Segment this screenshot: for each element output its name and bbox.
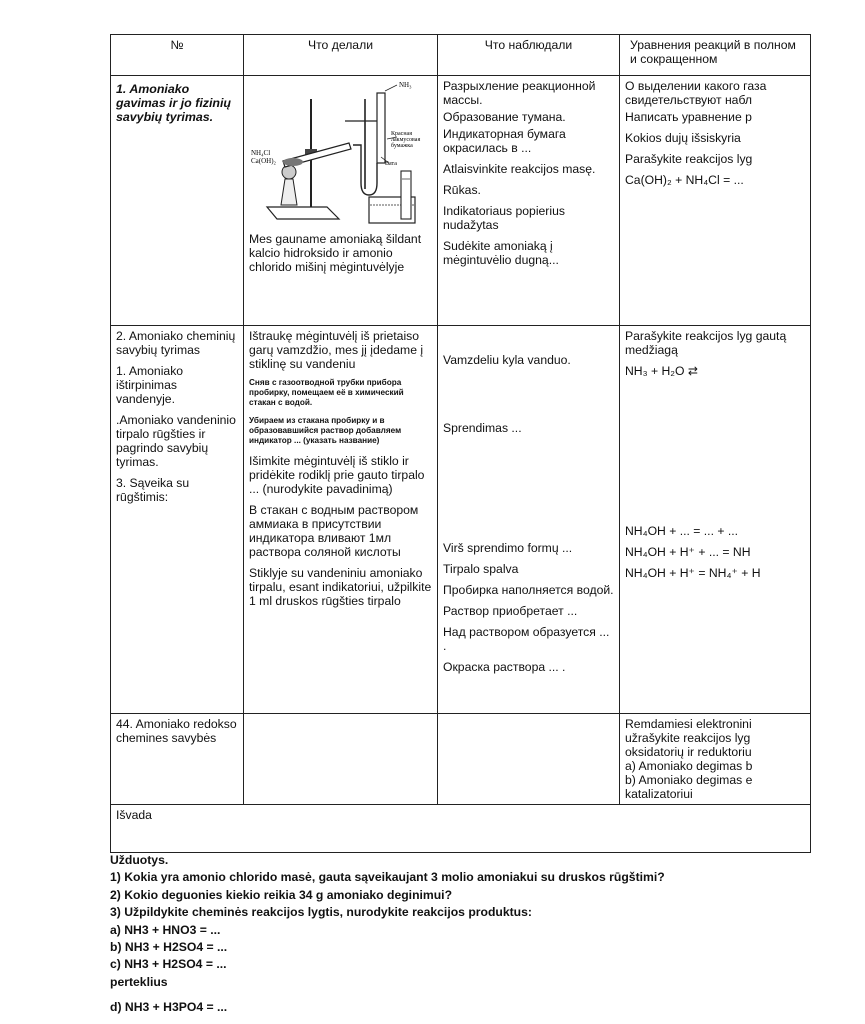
row1-did-text: Mes gauname amoniaką šildant kalcio hidroksido ir amonio chlorido mišinį mėgintuvėlyje xyxy=(249,232,422,274)
row1-eq-item: Ca(OH)₂ + NH₄Cl = ... xyxy=(625,173,744,187)
task-item: perteklius xyxy=(110,974,168,989)
row2-observed-item: Vamzdeliu kyla vanduo. xyxy=(443,353,571,367)
row2-eq-item: NH₄OH + ... = ... + ... xyxy=(625,524,739,538)
row2-observed-item: Tirpalo spalva xyxy=(443,562,519,576)
row2-observed-item: Раствор приобретает ... xyxy=(443,604,578,618)
row1-title: 1. Amoniako gavimas ir jo fizinių savybių tyrimas. xyxy=(116,82,231,124)
row3-title: 44. Amoniako redokso chemines savybės xyxy=(116,717,237,745)
task-item: 3) Užpildykite cheminės reakcijos lygtis, nurodykite reakcijos produktus: xyxy=(110,905,532,920)
task-item: c) NH3 + H2SO4 = ... xyxy=(110,957,227,972)
tasks-heading: Užduotys. xyxy=(110,853,169,867)
row2-col1-cell xyxy=(111,326,244,714)
row1-did-cell xyxy=(244,76,438,326)
row3-eq-item: oksidatorių ir reduktoriu xyxy=(625,745,752,759)
row3-eq-item: užrašykite reakcijos lyg xyxy=(625,731,751,745)
row1-eq-item: Parašykite reakcijos lyg xyxy=(625,152,753,166)
row2-observed-item: Над раствором образуется ... . xyxy=(443,625,610,653)
header-number: № xyxy=(111,35,244,76)
row2-did-item: Išimkite mėgintuvėlį iš stiklo ir pridėkite rodiklį prie gauto tirpalo ... (nurodykite pavadinimą) xyxy=(249,454,425,496)
task-item: 1) Kokia yra amonio chlorido masė, gauta sąveikaujant 3 molio amoniakui su druskos rūgštimi? xyxy=(110,870,665,885)
row3-eq-item: katalizatoriui xyxy=(625,787,693,801)
label-nh4cl: NH₄Cl xyxy=(251,149,271,157)
row2-eq-item: NH₄OH + H⁺ = NH₄⁺ + H xyxy=(625,566,761,580)
conclusion-cell xyxy=(111,805,811,853)
row2-observed-item: Окраска раствора ... . xyxy=(443,660,566,674)
tasks-section xyxy=(110,852,770,1017)
conclusion-label: Išvada xyxy=(116,808,152,822)
row1-observed-item: Rūkas. xyxy=(443,183,481,197)
task-item: a) NH3 + HNO3 = ... xyxy=(110,922,221,937)
row3-equations-cell xyxy=(620,714,811,805)
row3-eq-item: Remdamiesi elektronini xyxy=(625,717,752,731)
row2-eq-item: NH₄OH + H⁺ + ... = NH xyxy=(625,545,751,559)
header-equations: Уравнения реакций в полном и сокращенном xyxy=(620,35,811,76)
ammonia-apparatus-diagram xyxy=(249,79,431,229)
task-item: d) NH3 + H3PO4 = ... xyxy=(110,1000,228,1015)
row2-did-item: Stiklyje su vandeniniu amoniako tirpalu, esant indikatoriui, užpilkite 1 ml druskos rūgšties tirpalo xyxy=(249,566,432,608)
table-row-2 xyxy=(111,326,811,714)
row3-eq-item: a) Amoniako degimas b xyxy=(625,759,753,773)
label-paper-3: бумажка xyxy=(391,143,413,149)
row2-col1-item: 3. Sąveika su rūgštimis: xyxy=(116,476,190,504)
row1-observed-item: Sudėkite amoniaką į mėgintuvėlio dugną... xyxy=(443,239,559,267)
row3-col1-cell xyxy=(111,714,244,805)
row2-did-item: Убираем из стакана пробирку и в образовавшийся раствор добавляем индикатор ... (указать название) xyxy=(249,416,402,445)
task-item: b) NH3 + H2SO4 = ... xyxy=(110,940,228,955)
label-wool: Вата xyxy=(385,161,397,167)
row2-col1-item: .Amoniako vandeninio tirpalo rūgšties ir pagrindo savybių tyrimas. xyxy=(116,413,236,469)
row1-observed-item: Atlaisvinkite reakcijos masę. xyxy=(443,162,596,176)
label-paper-2: лакмусовая xyxy=(391,137,421,143)
row1-title-cell xyxy=(111,76,244,326)
row1-eq-item: О выделении какого газа свидетельствуют набл xyxy=(625,79,767,107)
row2-observed-item: Virš sprendimo formų ... xyxy=(443,541,573,555)
row3-eq-item: b) Amoniako degimas e xyxy=(625,773,753,787)
header-what-done: Что делали xyxy=(244,35,438,76)
table-row-conclusion xyxy=(111,805,811,853)
label-paper-1: Красная xyxy=(391,131,412,137)
table-row-1 xyxy=(111,76,811,326)
row1-observed-item: Indikatoriaus popierius nudažytas xyxy=(443,204,565,232)
row2-did-item: В стакан с водным раствором аммиака в присутствии индикатора вливают 1мл раствора соляной кислоты xyxy=(249,503,419,559)
table-row-3 xyxy=(111,714,811,805)
header-what-observed: Что наблюдали xyxy=(438,35,620,76)
row1-observed-item: Разрыхление реакционной массы. xyxy=(443,79,596,107)
row1-equations-cell xyxy=(620,76,811,326)
table-header-row xyxy=(111,35,811,76)
label-caoh2: Ca(OH)₂ xyxy=(251,157,276,165)
row2-observed-item: Пробирка наполняется водой. xyxy=(443,583,614,597)
row2-eq-item: NH₃ + H₂O ⇄ xyxy=(625,364,699,378)
row1-eq-item: Kokios dujų išsiskyria xyxy=(625,131,741,145)
row3-did-cell xyxy=(244,714,438,805)
row1-observed-item: Образование тумана. xyxy=(443,110,566,124)
task-item: 2) Kokio deguonies kiekio reikia 34 g amoniako deginimui? xyxy=(110,887,453,902)
label-nh3: NH₃ xyxy=(399,81,412,89)
row1-eq-item: Написать уравнение р xyxy=(625,110,752,124)
row2-observed-item: Sprendimas ... xyxy=(443,421,522,435)
row2-observed-cell xyxy=(438,326,620,714)
row2-did-item: Ištraukę mėgintuvėlį iš prietaiso garų vamzdžio, mes jį įdedame į stiklinę su vandeniu xyxy=(249,329,424,371)
row2-col1-item: 1. Amoniako ištirpinimas vandenyje. xyxy=(116,364,184,406)
row2-col1-item: 2. Amoniako cheminių savybių tyrimas xyxy=(116,329,236,357)
row1-observed-item: Индикаторная бумага окрасилась в ... xyxy=(443,127,566,155)
lab-table xyxy=(110,34,811,853)
row2-did-item: Сняв с газоотводной трубки прибора пробирку, помещаем её в химический стакан с водой. xyxy=(249,378,404,407)
row2-eq-item: Parašykite reakcijos lyg gautą medžiagą xyxy=(625,329,787,357)
row2-equations-cell xyxy=(620,326,811,714)
row1-observed-cell xyxy=(438,76,620,326)
row2-did-cell xyxy=(244,326,438,714)
row3-observed-cell xyxy=(438,714,620,805)
